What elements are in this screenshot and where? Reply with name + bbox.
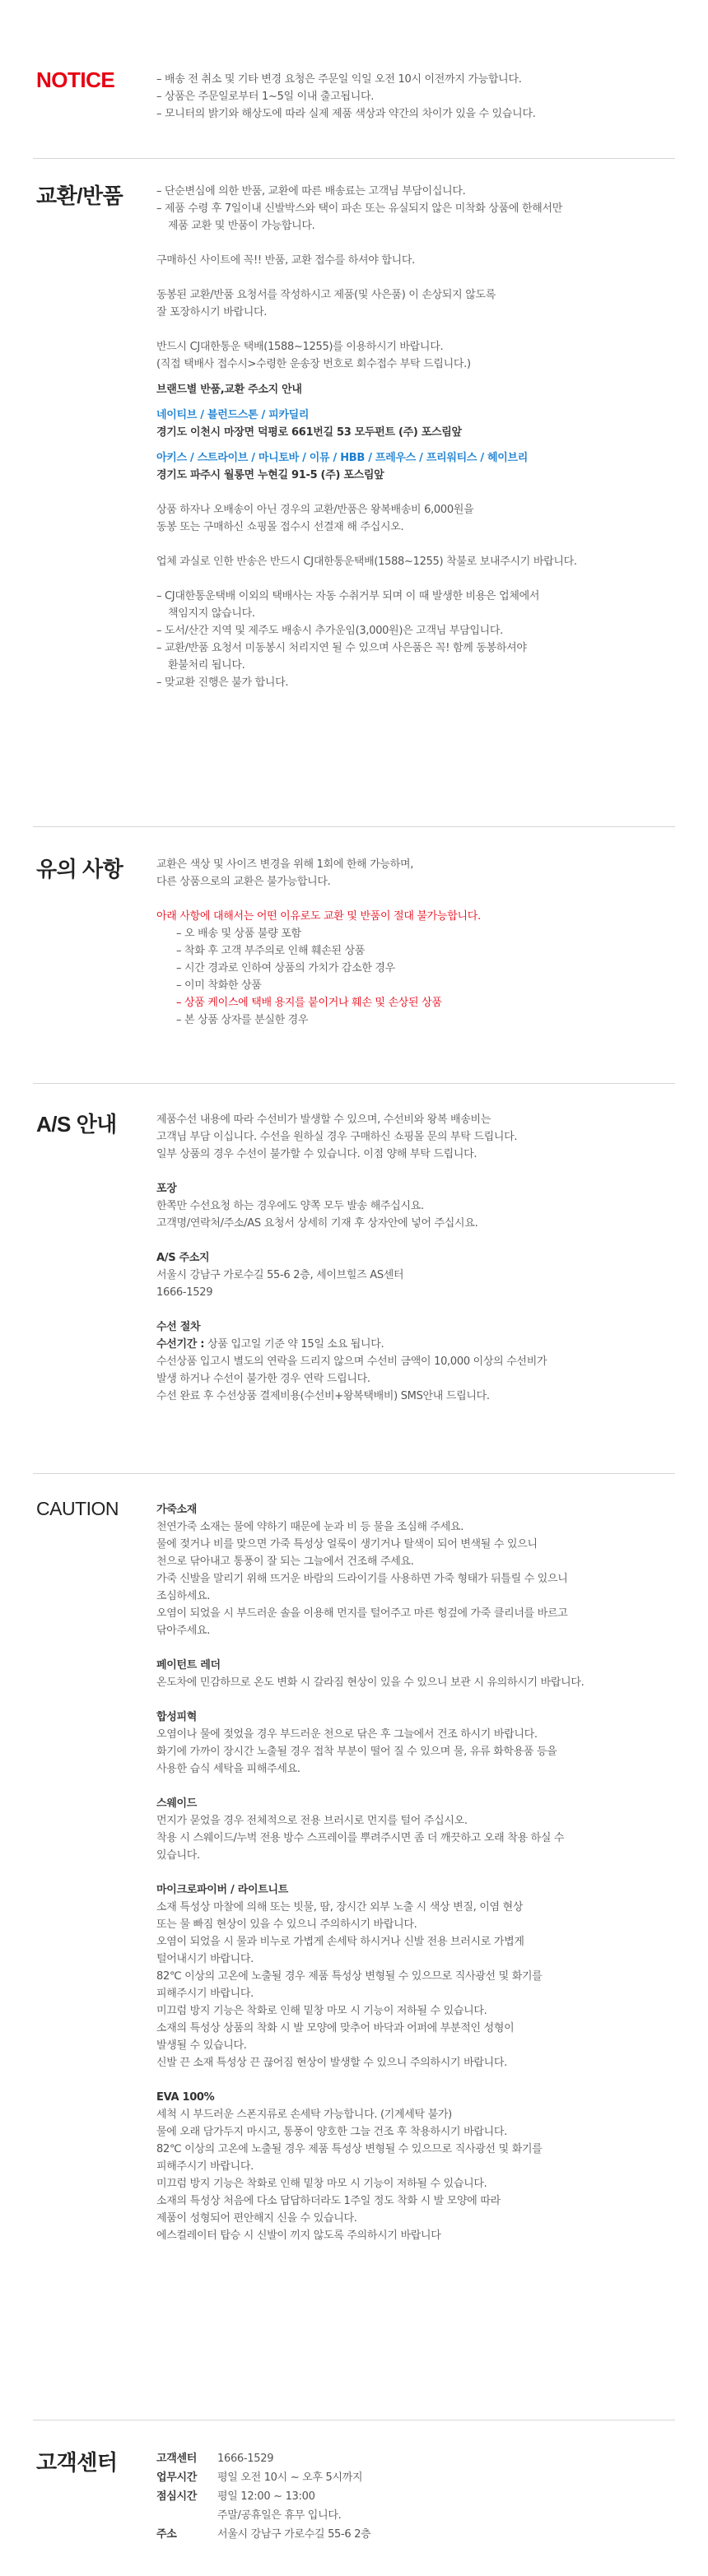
caution-heading: 유의 사항 (36, 857, 123, 881)
eva-line: 제품이 성형되어 편안해지 신을 수 있습니다. (156, 2212, 357, 2225)
cs-address-row (156, 2525, 675, 2544)
as-body (156, 1111, 675, 1405)
synthetic-line: 오염이나 물에 젖었을 경우 부드러운 천으로 닦은 후 그늘에서 건조 하시기 바랍니다. (156, 1728, 538, 1741)
eva-line: 물에 오래 담가두지 마시고, 통풍이 양호한 그늘 건조 후 착용하시기 바랍니다. (156, 2126, 507, 2138)
as-heading: A/S 안내 (36, 1112, 117, 1137)
as-process-label: 수선기간 : (156, 1338, 205, 1351)
eva-line: 피해주시기 바랍니다. (156, 2160, 254, 2173)
microfiber-line: 또는 물 빠짐 현상이 있을 수 있으니 주의하시기 바랍니다. (156, 1918, 417, 1931)
microfiber-line: 발생될 수 있습니다. (156, 2039, 247, 2052)
cs-address-value: 서울시 강남구 가로수길 55-6 2층 (217, 2528, 371, 2541)
leather-line: 닦아주세요. (156, 1625, 211, 1637)
microfiber-line: 미끄럼 방지 기능은 착화로 인해 밑창 마모 시 기능이 저하될 수 있습니다. (156, 2005, 487, 2017)
leather-line: 천연가죽 소재는 물에 약하기 때문에 눈과 비 등 물을 조심해 주세요. (156, 1521, 464, 1533)
care-heading: CAUTION (36, 1498, 119, 1519)
cs-holiday-row (156, 2506, 675, 2525)
caution-item-red: – 상품 케이스에 택배 용지를 붙이거나 훼손 및 손상된 상품 (176, 997, 442, 1009)
note-line: – 맞교환 진행은 불가 합니다. (156, 677, 289, 689)
brand-address-title: 브랜드별 반품,교환 주소지 안내 (156, 384, 302, 396)
fee-line: 상품 하자나 오배송이 아닌 경우의 교환/반품은 왕복배송비 6,000원을 (156, 504, 474, 516)
cs-center-value: 1666-1529 (217, 2453, 274, 2465)
divider (33, 158, 675, 159)
cs-lunch-value: 평일 12:00 ~ 13:00 (217, 2490, 315, 2503)
cs-lunch-label: 점심시간 (156, 2490, 198, 2503)
eva-line: 세척 시 부드러운 스폰지류로 손세탁 가능합니다. (기계세탁 불가) (156, 2109, 452, 2121)
cs-hours-label: 업무시간 (156, 2471, 198, 2484)
suede-line: 착용 시 스웨이드/누벅 전용 방수 스프레이를 뿌려주시면 좀 더 깨끗하고 오래 착용 하실 수 (156, 1832, 565, 1844)
suede-line: 먼지가 묻었을 경우 전체적으로 전용 브러시로 먼지를 털어 주십시오. (156, 1815, 468, 1827)
divider (33, 826, 675, 827)
microfiber-line: 피해주시기 바랍니다. (156, 1988, 254, 2000)
note-line: – 교환/반품 요청서 미동봉시 처리지연 될 수 있으며 사은품은 꼭! 함께 동봉하셔야 (156, 642, 527, 654)
microfiber-line: 오염이 되었을 시 물과 비누로 가볍게 손세탁 하시거나 신발 전용 브러시로 가볍게 (156, 1936, 524, 1948)
caution-item: – 이미 착화한 상품 (176, 979, 262, 992)
as-packing-line: 한쪽만 수선요청 하는 경우에도 양쪽 모두 발송 해주십시요. (156, 1200, 424, 1212)
notice-heading: NOTICE (36, 67, 115, 92)
microfiber-line: 소재의 특성상 상품의 착화 시 발 모양에 맞추어 바닥과 어퍼에 부분적인 성형이 (156, 2022, 515, 2034)
patent-line: 온도차에 민감하므로 온도 변화 시 갈라짐 현상이 있을 수 있으니 보관 시 유의하시기 바랍니다. (156, 1676, 585, 1689)
caution-body (156, 856, 675, 1029)
microfiber-line: 신발 끈 소재 특성상 끈 끊어짐 현상이 발생할 수 있으니 주의하시기 바랍니다. (156, 2057, 507, 2069)
cs-heading: 고객센터 (36, 2450, 118, 2475)
exchange-line: – 제품 수령 후 7일이내 신발박스와 택이 파손 또는 유실되지 않은 미착화 상품에 한해서만 (156, 202, 563, 215)
as-process-title: 수선 절차 (156, 1321, 201, 1333)
note-line: – 도서/산간 지역 및 제주도 배송시 추가운임(3,000원)은 고객님 부담입니다. (156, 625, 503, 637)
cs-holiday-value: 주말/공휴일은 휴무 입니다. (217, 2509, 342, 2522)
microfiber-title: 마이크로파이버 / 라이트니트 (156, 1884, 288, 1896)
courier-line: 반드시 CJ대한통운 택배(1588~1255)를 이용하시기 바랍니다. (156, 341, 444, 353)
leather-line: 조심하세요. (156, 1590, 211, 1602)
courier-line: (직접 택배사 접수시>수령한 운송장 번호로 회수접수 부탁 드립니다.) (156, 358, 471, 370)
caution-item: – 오 배송 및 상품 불량 포함 (176, 928, 301, 940)
as-process-period (156, 1336, 675, 1353)
caution-intro: 교환은 색상 및 사이즈 변경을 위해 1회에 한해 가능하며, (156, 858, 414, 871)
as-process-line: 수선 완료 후 수선상품 결제비용(수선비+왕복택배비) SMS안내 드립니다. (156, 1390, 490, 1402)
caution-item: – 착화 후 고객 부주의로 인해 훼손된 상품 (176, 945, 366, 957)
leather-line: 천으로 닦아내고 통풍이 잘 되는 그늘에서 건조해 주세요. (156, 1555, 414, 1568)
as-address-title: A/S 주소지 (156, 1252, 210, 1264)
as-intro: 제품수선 내용에 따라 수선비가 발생할 수 있으며, 수선비와 왕복 배송비는 (156, 1114, 491, 1126)
brand-group-1: 네이티브 / 블런드스톤 / 피카딜리 (156, 409, 310, 421)
divider (33, 1473, 675, 1474)
fault-line: 업체 과실로 인한 반송은 반드시 CJ대한통운택배(1588~1255) 착불로 보내주시기 바랍니다. (156, 556, 577, 568)
packing-line: 동봉된 교환/반품 요청서를 작성하시고 제품(및 사은품) 이 손상되지 않도록 (156, 289, 496, 301)
as-process-line: 발생 하거나 수선이 불가한 경우 연락 드립니다. (156, 1373, 370, 1385)
as-address: 서울시 강남구 가로수길 55-6 2층, 세이브힐즈 AS센터 (156, 1269, 404, 1281)
cs-hours-row (156, 2468, 675, 2487)
eva-line: 미끄럼 방지 기능은 착화로 인해 밑창 마모 시 기능이 저하될 수 있습니다. (156, 2178, 487, 2190)
leather-title: 가죽소재 (156, 1504, 198, 1516)
as-packing-title: 포장 (156, 1183, 177, 1195)
notice-line: – 상품은 주문일로부터 1~5일 이내 출고됩니다. (156, 91, 375, 103)
exchange-line: – 단순변심에 의한 반품, 교환에 따른 배송료는 고객님 부담이십니다. (156, 185, 466, 198)
as-intro: 고객님 부담 이십니다. 수선을 원하실 경우 구매하신 쇼핑몰 문의 부탁 드립니다. (156, 1131, 518, 1143)
caution-intro: 다른 상품으로의 교환은 불가능합니다. (156, 876, 331, 888)
as-process-line: 수선상품 입고시 별도의 연락을 드리지 않으며 수선비 금액이 10,000 이상의 수선비가 (156, 1355, 547, 1368)
return-address-1: 경기도 이천시 마장면 덕평로 661번길 53 모두펀트 (주) 포스림앞 (156, 426, 462, 439)
as-intro: 일부 상품의 경우 수선이 불가할 수 있습니다. 이점 양해 부탁 드립니다. (156, 1148, 477, 1160)
exchange-heading: 교환/반품 (36, 184, 123, 208)
as-packing-line: 고객명/연락처/주소/AS 요청서 상세히 기재 후 상자안에 넣어 주십시요. (156, 1217, 478, 1230)
caution-warning: 아래 사항에 대해서는 어떤 이유로도 교환 및 반품이 절대 불가능합니다. (156, 910, 481, 923)
notice-body (156, 71, 675, 123)
leather-line: 가죽 신발을 말리기 위해 뜨거운 바람의 드라이기를 사용하면 가죽 형태가 뒤틀릴 수 있으니 (156, 1573, 568, 1585)
cs-center-row (156, 2449, 675, 2468)
microfiber-line: 82℃ 이상의 고온에 노출될 경우 제품 특성상 변형될 수 있으므로 직사광선 및 화기를 (156, 1970, 543, 1983)
leather-line: 물에 젖거나 비를 맞으면 가죽 특성상 얼룩이 생기거나 탈색이 되어 변색될 수 있으니 (156, 1538, 538, 1551)
care-body (156, 1501, 675, 2244)
note-line: 책임지지 않습니다. (168, 607, 255, 620)
exchange-body (156, 183, 675, 691)
cs-hours-value: 평일 오전 10시 ~ 오후 5시까지 (217, 2471, 363, 2484)
synthetic-line: 사용한 습식 세탁을 피해주세요. (156, 1763, 300, 1775)
cs-lunch-row (156, 2487, 675, 2506)
leather-line: 오염이 되었을 시 부드러운 솔을 이용해 먼지를 털어주고 마른 헝겊에 가죽 클리너를 바르고 (156, 1607, 568, 1620)
return-address-2: 경기도 파주시 월롱면 누현길 91-5 (주) 포스림앞 (156, 469, 384, 481)
cs-center-label: 고객센터 (156, 2453, 198, 2465)
eva-line: 에스컬레이터 탑승 시 신발이 끼지 않도록 주의하시기 바랍니다 (156, 2230, 441, 2242)
brand-group-2: 아키스 / 스트라이브 / 마니토바 / 이뮤 / HBB / 프레우스 / 프리워티스 / 헤이브리 (156, 452, 529, 464)
note-line: 환불처리 됩니다. (168, 659, 245, 672)
microfiber-line: 소재 특성상 마찰에 의해 또는 빗물, 땀, 장시간 외부 노출 시 색상 변질, 이염 현상 (156, 1901, 524, 1913)
suede-title: 스웨이드 (156, 1797, 198, 1810)
divider (33, 1083, 675, 1084)
exchange-line: 제품 교환 및 반품이 가능합니다. (168, 220, 315, 232)
fee-line: 동봉 또는 구매하신 쇼핑몰 접수시 선결재 해 주십시오. (156, 521, 404, 533)
suede-line: 있습니다. (156, 1849, 200, 1862)
eva-line: 소재의 특성상 처음에 다소 답답하더라도 1주일 정도 착화 시 발 모양에 따라 (156, 2195, 501, 2207)
as-process-period-value: 상품 입고일 기준 약 15일 소요 됩니다. (204, 1338, 384, 1351)
notice-line: – 모니터의 밝기와 해상도에 따라 실제 제품 색상과 약간의 차이가 있을 수 있습니다. (156, 108, 536, 120)
cs-body (156, 2449, 675, 2544)
synthetic-line: 화기에 가까이 장시간 노출될 경우 접착 부분이 떨어 질 수 있으며 물, 유류 화학용품 등을 (156, 1746, 557, 1758)
caution-item: – 시간 경과로 인하여 상품의 가치가 감소한 경우 (176, 962, 395, 974)
synthetic-title: 합성피혁 (156, 1711, 198, 1723)
cs-address-label: 주소 (156, 2528, 177, 2541)
eva-line: 82℃ 이상의 고온에 노출될 경우 제품 특성상 변형될 수 있으므로 직사광선 및 화기를 (156, 2143, 543, 2155)
caution-item: – 본 상품 상자를 분실한 경우 (176, 1014, 309, 1026)
microfiber-line: 털어내시기 바랍니다. (156, 1953, 254, 1965)
packing-line: 잘 포장하시기 바랍니다. (156, 306, 268, 319)
site-notice: 구매하신 사이트에 꼭!! 반품, 교환 접수를 하셔야 합니다. (156, 254, 415, 267)
eva-title: EVA 100% (156, 2091, 215, 2104)
as-phone: 1666-1529 (156, 1286, 213, 1299)
notice-line: – 배송 전 취소 및 기타 변경 요청은 주문일 익일 오전 10시 이전까지 가능합니다. (156, 73, 522, 86)
note-line: – CJ대한통운택배 이외의 택배사는 자동 수취거부 되며 이 때 발생한 비용은 업체에서 (156, 590, 540, 602)
patent-title: 페이턴트 레더 (156, 1659, 221, 1672)
